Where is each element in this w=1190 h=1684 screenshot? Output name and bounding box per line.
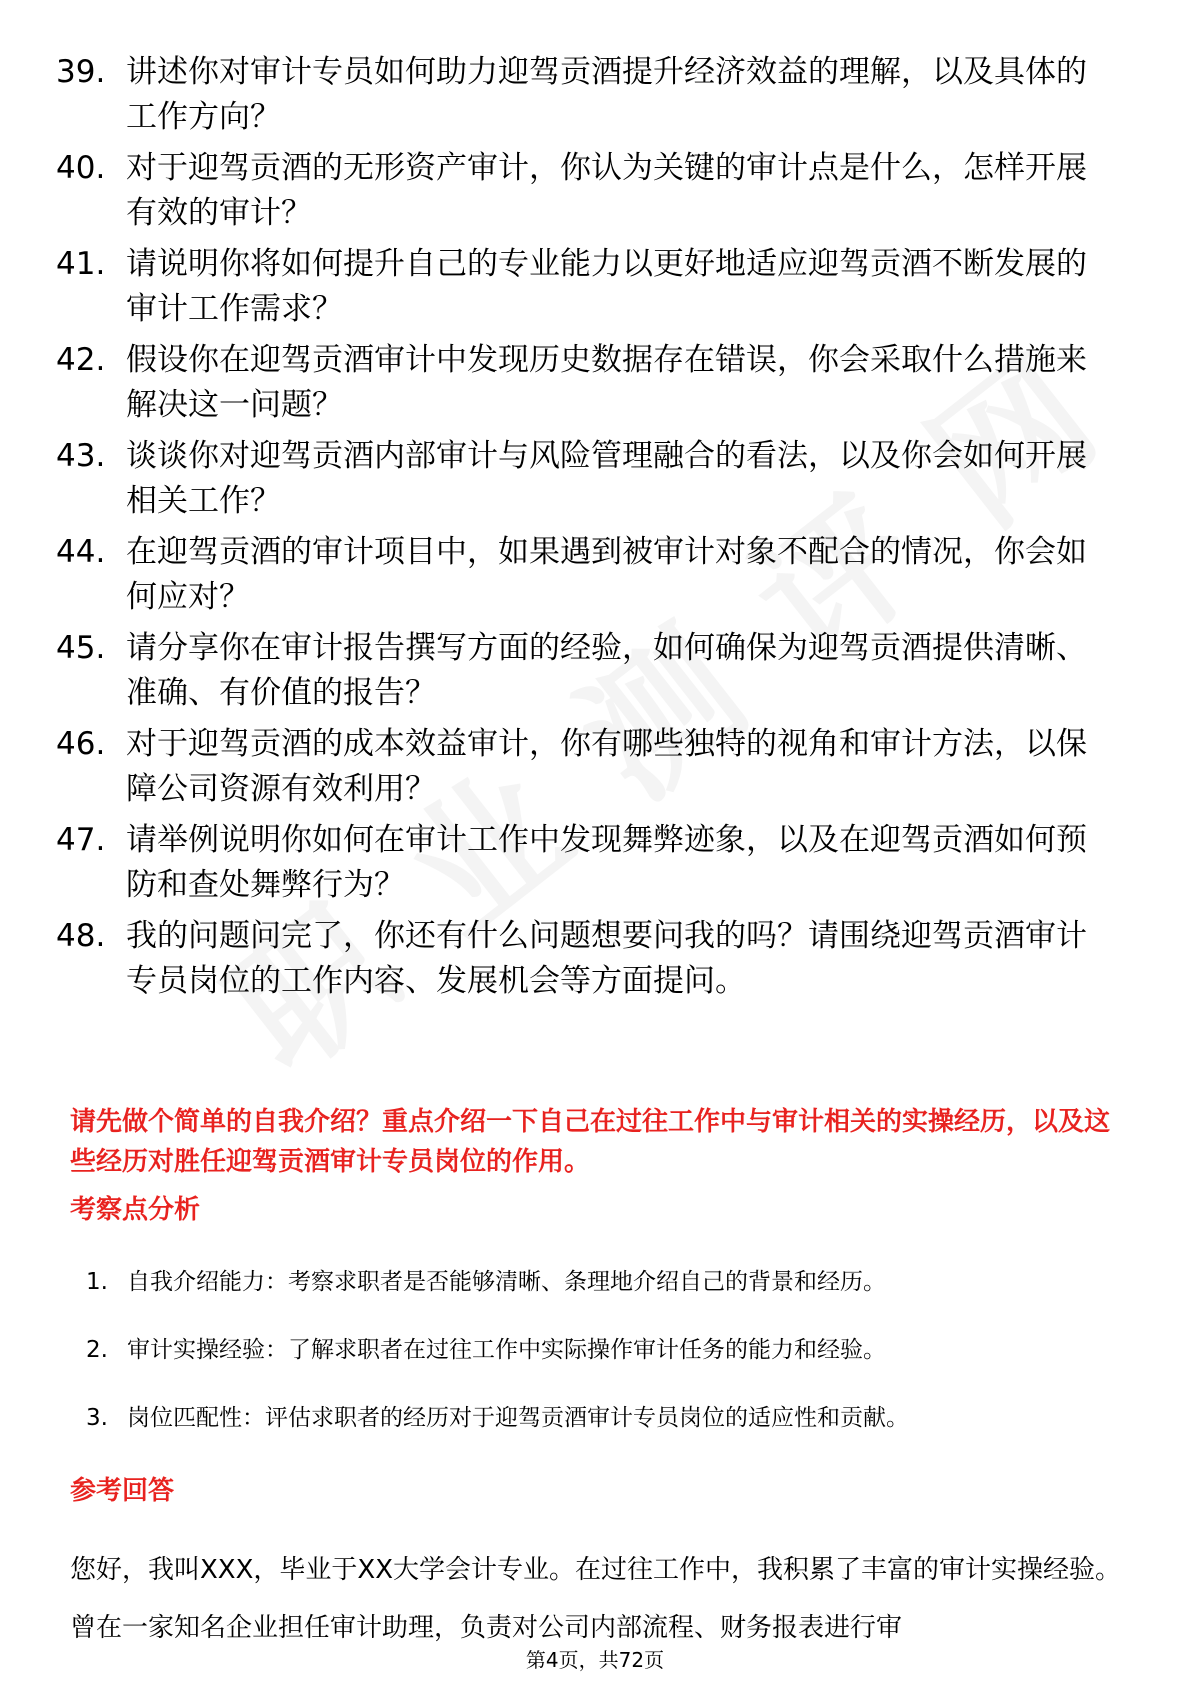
question-item	[0, 626, 1190, 716]
question-text: 请说明你将如何提升自己的专业能力以更好地适应迎驾贡酒不断发展的审计工作需求？	[126, 246, 1087, 327]
question-text: 请分享你在审计报告撰写方面的经验，如何确保为迎驾贡酒提供清晰、准确、有价值的报告？	[126, 630, 1087, 711]
analysis-item	[0, 1330, 1190, 1370]
question-number: 48.	[56, 918, 106, 954]
question-text: 请举例说明你如何在审计工作中发现舞弊迹象，以及在迎驾贡酒如何预防和查处舞弊行为？	[126, 822, 1087, 903]
reference-heading: 参考回答	[70, 1476, 175, 1506]
question-number: 40.	[56, 150, 106, 186]
question-item	[0, 818, 1190, 908]
question-number: 43.	[56, 438, 106, 474]
highlight-question: 请先做个简单的自我介绍？重点介绍一下自己在过往工作中与审计相关的实操经历，以及这些经历对胜任迎驾贡酒审计专员岗位的作用。	[70, 1107, 1111, 1177]
question-item	[0, 530, 1190, 620]
question-number: 42.	[56, 342, 106, 378]
reference-answer: 您好，我叫XXX，毕业于XX大学会计专业。在过往工作中，我积累了丰富的审计实操经验。曾在一家知名企业担任审计助理，负责对公司内部流程、财务报表进行审	[70, 1555, 1122, 1643]
analysis-text: 审计实操经验：了解求职者在过往工作中实际操作审计任务的能力和经验。	[127, 1337, 886, 1363]
analysis-text: 自我介绍能力：考察求职者是否能够清晰、条理地介绍自己的背景和经历。	[127, 1269, 886, 1295]
question-text: 对于迎驾贡酒的成本效益审计，你有哪些独特的视角和审计方法，以保障公司资源有效利用？	[126, 726, 1087, 807]
question-item	[0, 242, 1190, 332]
analysis-number: 3.	[86, 1405, 108, 1431]
page-footer: 第4页，共72页	[525, 1648, 665, 1672]
question-text: 在迎驾贡酒的审计项目中，如果遇到被审计对象不配合的情况，你会如何应对？	[126, 534, 1087, 615]
question-number: 39.	[56, 54, 106, 90]
question-text: 讲述你对审计专员如何助力迎驾贡酒提升经济效益的理解，以及具体的工作方向？	[126, 54, 1087, 135]
question-number: 41.	[56, 246, 106, 282]
question-number: 46.	[56, 726, 106, 762]
question-item	[0, 434, 1190, 524]
analysis-number: 1.	[86, 1269, 108, 1295]
analysis-number: 2.	[86, 1337, 108, 1363]
question-text: 假设你在迎驾贡酒审计中发现历史数据存在错误，你会采取什么措施来解决这一问题？	[126, 342, 1087, 423]
question-text: 谈谈你对迎驾贡酒内部审计与风险管理融合的看法，以及你会如何开展相关工作？	[126, 438, 1087, 519]
question-text: 我的问题问完了，你还有什么问题想要问我的吗？请围绕迎驾贡酒审计专员岗位的工作内容、发展机会等方面提问。	[126, 918, 1087, 999]
analysis-heading: 考察点分析	[70, 1195, 201, 1225]
question-text: 对于迎驾贡酒的无形资产审计，你认为关键的审计点是什么，怎样开展有效的审计？	[126, 150, 1087, 231]
analysis-text: 岗位匹配性：评估求职者的经历对于迎驾贡酒审计专员岗位的适应性和贡献。	[127, 1405, 909, 1431]
analysis-item	[0, 1398, 1190, 1438]
analysis-item	[0, 1262, 1190, 1302]
question-item	[0, 146, 1190, 236]
question-number: 44.	[56, 534, 106, 570]
question-item	[0, 914, 1190, 1004]
question-number: 45.	[56, 630, 106, 666]
question-item	[0, 50, 1190, 140]
question-item	[0, 722, 1190, 812]
question-item	[0, 338, 1190, 428]
question-number: 47.	[56, 822, 106, 858]
